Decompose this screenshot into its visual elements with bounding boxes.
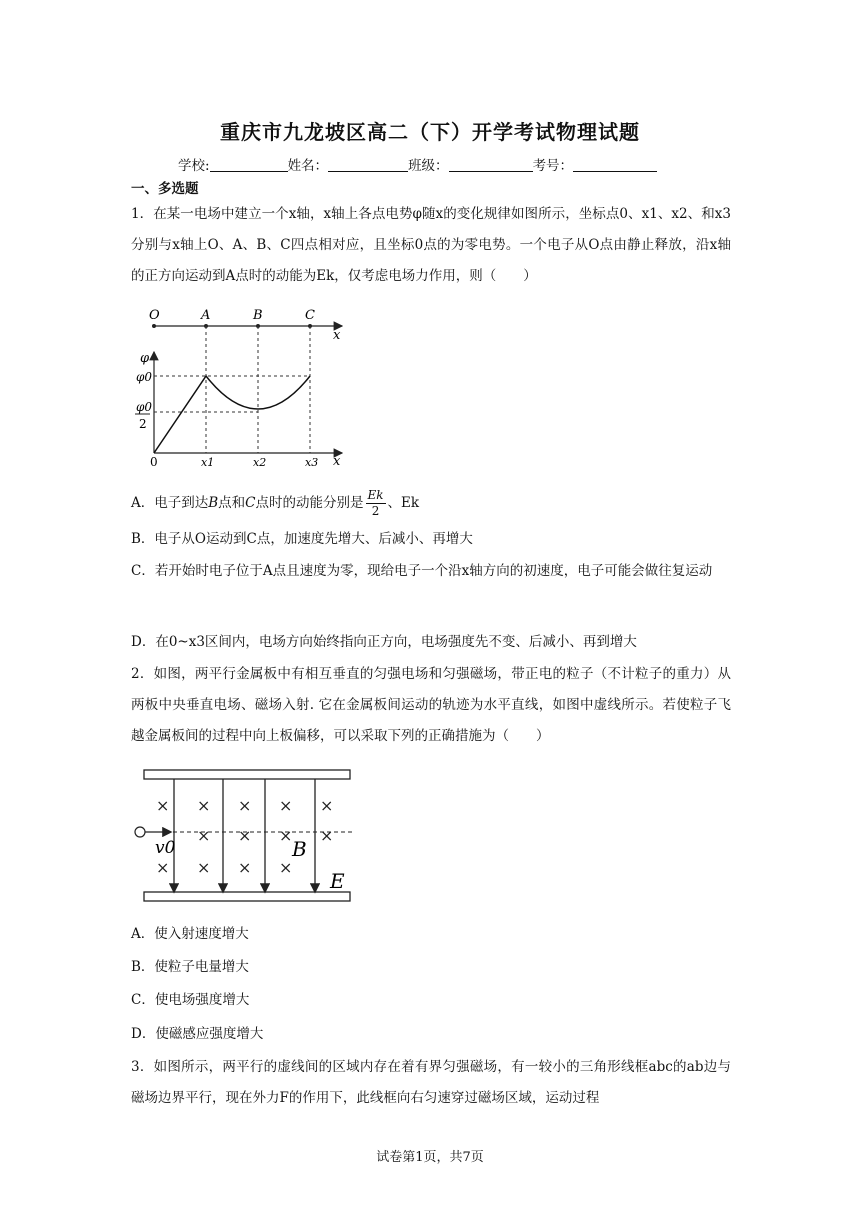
lower-plate bbox=[144, 892, 350, 901]
exam-no-blank bbox=[573, 157, 657, 172]
school-blank bbox=[210, 157, 288, 172]
b-label: B bbox=[292, 837, 307, 861]
cross: × bbox=[320, 826, 334, 845]
q1-option-a-post: 点时的动能分别是 bbox=[255, 495, 364, 511]
q1-stem: 1．在某一电场中建立一个x轴，x轴上各点电势φ随x的变化规律如图所示，坐标点0、x1、x2、和x3分别与x轴上O、A、B、C四点相对应，且坐标0点的为零电势。一个电子从O点由静止释放，沿x轴的正方向运动到A点时的动能为Ek，仅考虑电场力作用，则（ ） bbox=[131, 206, 731, 284]
q1-potential-graph bbox=[128, 300, 353, 470]
cross: × bbox=[238, 796, 252, 815]
cross: × bbox=[279, 796, 293, 815]
q1-option-a-tail: 、Ek bbox=[387, 495, 420, 511]
q3-stem: 3．如图所示，两平行的虚线间的区域内存在着有界匀强磁场，有一较小的三角形线框abc的ab边与磁场边界平行，现在外力F的作用下，此线框向右匀速穿过磁场区域，运动过程 bbox=[131, 1059, 731, 1106]
q1-option-c: C．若开始时电子位于A点且速度为零，现给电子一个沿x轴方向的初速度，电子可能会做往复运动 bbox=[131, 563, 713, 579]
phi0-label: φ0 bbox=[136, 370, 153, 384]
half-phi0-num: φ0 bbox=[136, 400, 153, 414]
particle bbox=[135, 827, 145, 837]
tick-x2: x2 bbox=[253, 456, 267, 469]
q2-stem: 2．如图，两平行金属板中有相互垂直的匀强电场和匀强磁场，带正电的粒子（不计粒子的重力）从两板中央垂直电场、磁场入射. 它在金属板间运动的轨迹为水平直线，如图中虚线所示。若使粒子飞越金属板间的过程中向上板偏移，可以采取下列的正确措施为（ ） bbox=[131, 666, 731, 744]
q1-option-d: D．在0~x3区间内，电场方向始终指向正方向，电场强度先不变、后减小、再到增大 bbox=[131, 634, 637, 650]
point-o bbox=[152, 324, 156, 328]
school-label: 学校: bbox=[178, 158, 210, 174]
x-axis-label: x bbox=[333, 454, 341, 469]
tick-x1: x1 bbox=[201, 456, 215, 469]
label-o: O bbox=[149, 308, 160, 323]
label-b: B bbox=[253, 308, 263, 323]
cross: × bbox=[197, 796, 211, 815]
cross: × bbox=[197, 826, 211, 845]
q1-option-a-b: B bbox=[208, 495, 219, 511]
q1-option-b: B．电子从O运动到C点，加速度先增大、后减小、再增大 bbox=[131, 531, 473, 547]
q2-option-c: C．使电场强度增大 bbox=[131, 992, 250, 1008]
name-blank bbox=[328, 157, 408, 172]
phi-axis-label: φ bbox=[140, 351, 150, 366]
tick-x3: x3 bbox=[305, 456, 319, 469]
q1-option-a-pre: A．电子到达 bbox=[131, 495, 209, 511]
class-label: 班级： bbox=[408, 158, 449, 174]
cross: × bbox=[197, 858, 211, 877]
fraction-denominator: 2 bbox=[371, 504, 380, 518]
v0-label: v0 bbox=[155, 838, 176, 858]
q1-option-a-mid: 点和 bbox=[218, 495, 246, 511]
student-info-line bbox=[178, 154, 657, 174]
cross: × bbox=[320, 796, 334, 815]
cross: × bbox=[156, 858, 170, 877]
potential-curve bbox=[154, 376, 310, 453]
q2-plates-figure bbox=[128, 764, 358, 904]
name-label: 姓名： bbox=[287, 158, 329, 174]
section-heading: 一、多选题 bbox=[131, 181, 199, 197]
magnetic-field-crosses bbox=[156, 796, 333, 877]
upper-plate bbox=[144, 770, 350, 779]
fraction-numerator: Ek bbox=[367, 488, 384, 502]
class-blank bbox=[449, 157, 533, 172]
q1-option-a-fraction bbox=[366, 488, 386, 519]
half-phi0-den: 2 bbox=[139, 417, 147, 431]
exam-no-label: 考号： bbox=[532, 158, 574, 174]
cross: × bbox=[279, 826, 293, 845]
label-c: C bbox=[305, 308, 315, 323]
q1-option-a-c: C bbox=[245, 495, 256, 511]
e-label: E bbox=[330, 869, 345, 893]
origin-label: 0 bbox=[150, 455, 158, 469]
cross: × bbox=[238, 826, 252, 845]
top-axis-x-label: x bbox=[333, 328, 341, 343]
q2-option-b: B．使粒子电量增大 bbox=[131, 959, 249, 975]
page-footer: 试卷第1页，共7页 bbox=[376, 1150, 484, 1165]
cross: × bbox=[156, 796, 170, 815]
q2-option-a: A．使入射速度增大 bbox=[131, 926, 249, 942]
q1-option-a bbox=[131, 488, 419, 519]
page-title: 重庆市九龙坡区高二（下）开学考试物理试题 bbox=[220, 120, 640, 144]
cross: × bbox=[238, 858, 252, 877]
q2-option-d: D．使磁感应强度增大 bbox=[131, 1026, 264, 1042]
cross: × bbox=[279, 858, 293, 877]
label-a: A bbox=[201, 308, 211, 323]
